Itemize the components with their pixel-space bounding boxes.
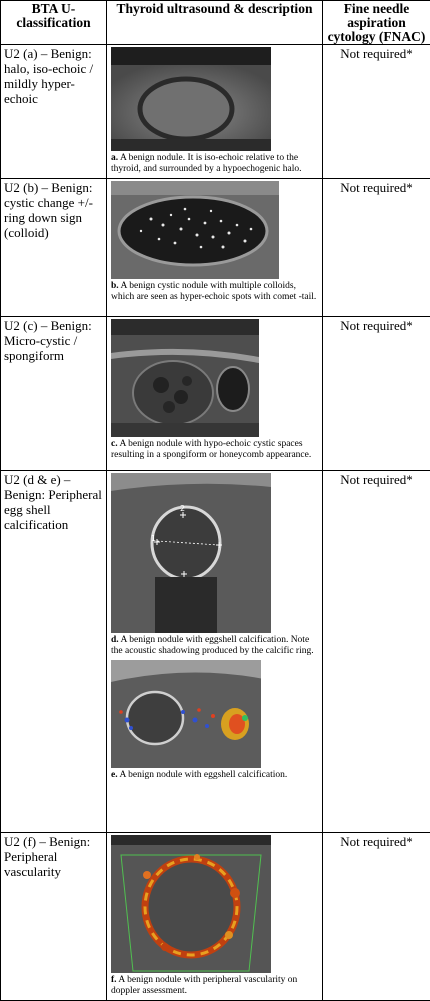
caption-f: f. A benign nodule with peripheral vascularity on doppler assessment. bbox=[111, 975, 298, 996]
ultrasound-image-d bbox=[111, 473, 271, 633]
caption-d: d. A benign nodule with eggshell calcification. Note the acoustic shadowing produced by the calcific ring. bbox=[111, 635, 314, 656]
ultrasound-image-c bbox=[111, 319, 259, 437]
fnac-cell: Not required* bbox=[323, 179, 430, 317]
header-row bbox=[1, 1, 430, 45]
table-row bbox=[1, 317, 430, 471]
caption-b: b. A benign cystic nodule with multiple colloids, which are seen as hyper-echoic spots with comet -tail. bbox=[111, 281, 317, 302]
table-row bbox=[1, 471, 430, 833]
classification-cell: U2 (b) – Benign: cystic change +/- ring down sign (colloid) bbox=[1, 179, 107, 317]
table-row bbox=[1, 833, 430, 1001]
fnac-cell: Not required* bbox=[323, 833, 430, 1001]
ultrasound-image-f bbox=[111, 835, 271, 973]
table-row bbox=[1, 179, 430, 317]
ultrasound-cell bbox=[107, 833, 323, 1001]
ultrasound-image-e bbox=[111, 660, 269, 768]
fnac-cell: Not required* bbox=[323, 45, 430, 179]
caption-a: a. A benign nodule. It is iso-echoic relative to the thyroid, and surrounded by a hypoechogenic halo. bbox=[111, 153, 302, 174]
ultrasound-cell bbox=[107, 471, 323, 833]
marker-1: 1 bbox=[151, 534, 157, 543]
header-classification: BTA U-classification bbox=[1, 1, 107, 45]
caption-e: e. A benign nodule with eggshell calcification. bbox=[111, 770, 288, 780]
table-row bbox=[1, 45, 430, 179]
classification-cell: U2 (d & e) – Benign: Peripheral egg shell calcification bbox=[1, 471, 107, 833]
fnac-cell: Not required* bbox=[323, 471, 430, 833]
fnac-cell: Not required* bbox=[323, 317, 430, 471]
header-ultrasound: Thyroid ultrasound & description bbox=[107, 1, 323, 45]
ultrasound-image-a bbox=[111, 47, 271, 151]
ultrasound-cell bbox=[107, 317, 323, 471]
header-fnac: Fine needle aspiration cytology (FNAC) bbox=[323, 1, 430, 45]
marker-2: 2 bbox=[180, 504, 186, 513]
classification-cell: U2 (c) – Benign: Micro-cystic / spongiform bbox=[1, 317, 107, 471]
ultrasound-cell bbox=[107, 45, 323, 179]
ultrasound-image-b bbox=[111, 181, 279, 279]
classification-cell: U2 (a) – Benign: halo, iso-echoic / mildly hyper-echoic bbox=[1, 45, 107, 179]
caption-c: c. A benign nodule with hypo-echoic cystic spaces resulting in a spongiform or honeycomb appearance. bbox=[111, 439, 312, 460]
ultrasound-cell bbox=[107, 179, 323, 317]
classification-cell: U2 (f) – Benign: Peripheral vascularity bbox=[1, 833, 107, 1001]
